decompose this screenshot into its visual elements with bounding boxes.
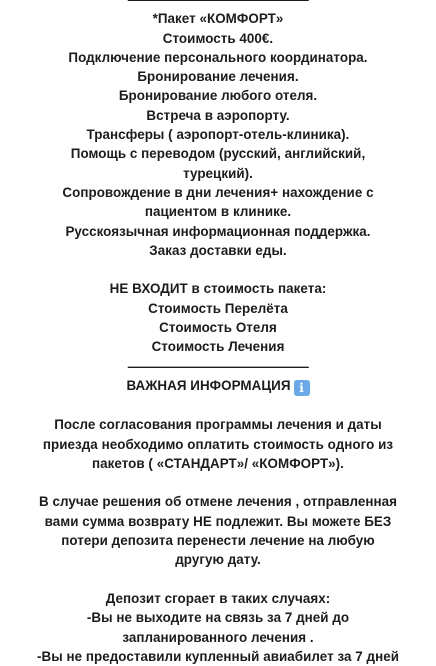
spacer	[0, 570, 436, 589]
deposit-case-1-line1: -Вы не выходите на связь за 7 дней до	[86, 610, 350, 626]
deposit-case-2-line1: -Вы не предоставили купленный авиабилет за 7 дней	[37, 648, 399, 664]
feature-food-delivery: Заказ доставки еды.	[149, 242, 287, 258]
payment-note-line2: приезда необходимо оплатить стоимость одного из	[42, 436, 394, 452]
payment-note-line1: После согласования программы лечения и даты	[54, 417, 382, 433]
feature-treatment-booking: Бронирование лечения.	[137, 69, 299, 85]
payment-note-line3: пакетов ( «СТАНДАРТ»/ «КОМФОРТ»).	[92, 455, 344, 471]
feature-escort-line2: пациентом в клинике.	[144, 204, 292, 220]
cancel-note-line3: потери депозита перенести лечение на любую	[61, 533, 375, 549]
cancel-note-line1: В случае решения об отмене лечения , отправленная	[38, 494, 398, 510]
feature-translation-line2: турецкий).	[183, 165, 253, 181]
comfort-package-title: *Пакет «КОМФОРТ»	[152, 11, 284, 27]
cancel-note-line4: другую дату.	[175, 552, 261, 568]
spacer	[0, 473, 436, 492]
important-info-title: ВАЖНАЯ ИНФОРМАЦИЯ	[126, 377, 291, 393]
cancel-note-line2: вами сумма возврату НЕ подлежит. Вы можете БЕЗ	[44, 513, 392, 529]
feature-hotel-booking: Бронирование любого отеля.	[118, 88, 318, 104]
deposit-case-1-line2: запланированного лечения .	[122, 629, 314, 645]
feature-airport-meeting: Встреча в аэропорту.	[146, 107, 290, 123]
excluded-hotel: Стоимость Отеля	[159, 320, 277, 336]
important-info-heading	[0, 376, 436, 396]
information-icon: i	[294, 380, 310, 396]
excluded-treatment: Стоимость Лечения	[151, 339, 285, 355]
feature-coordinator: Подключение персонального координатора.	[68, 49, 368, 65]
divider-middle: ——————————————	[127, 358, 309, 374]
excluded-flight: Стоимость Перелёта	[148, 300, 288, 316]
spacer	[0, 396, 436, 415]
feature-transfers: Трансферы ( аэропорт-отель-клиника).	[86, 127, 350, 143]
spacer	[0, 260, 436, 279]
deposit-note-title: Депозит сгорает в таких случаях:	[105, 590, 331, 606]
feature-russian-support: Русскоязычная информационная поддержка.	[65, 223, 371, 239]
feature-escort-line1: Сопровождение в дни лечения+ нахождение с	[62, 184, 374, 200]
excluded-title: НЕ ВХОДИТ в стоимость пакета:	[109, 281, 327, 297]
comfort-package-price: Стоимость 400€.	[162, 30, 274, 46]
divider-top	[0, 0, 436, 9]
feature-translation-line1: Помощь с переводом (русский, английский,	[70, 146, 366, 162]
